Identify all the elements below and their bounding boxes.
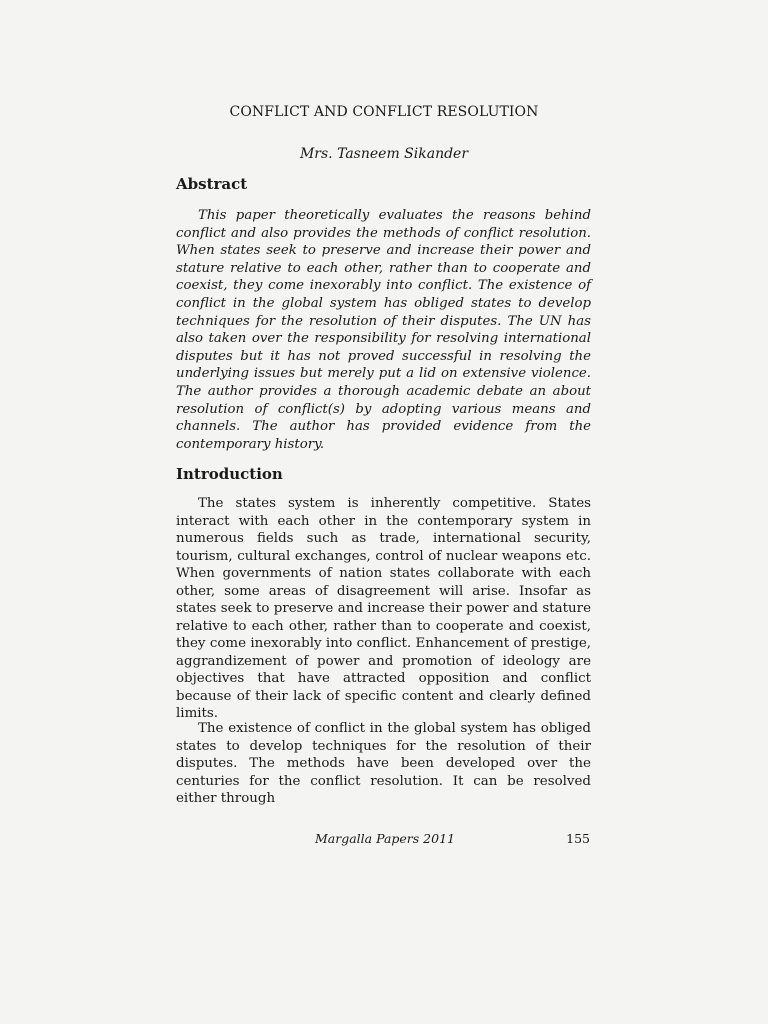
paper-title: CONFLICT AND CONFLICT RESOLUTION (229, 104, 539, 120)
introduction-heading: Introduction (176, 465, 283, 483)
footer-journal-name: Margalla Papers 2011 (315, 831, 455, 846)
page-number: 155 (566, 831, 590, 846)
abstract-paragraph: This paper theoretically evaluates the reasons behind conflict and also provides the methods of conflict resolution. When states seek to preserve and increase their power and stature relative to each other, rather than to cooperate and coexist, they come inexorably into conflict. The existence of conflict in the global system has obliged states to develop techniques for the resolution of their disputes. The UN has also taken over the responsibility for resolving international disputes but it has not proved successful in resolving the underlying issues but merely put a lid on extensive violence. The author provides a thorough academic debate an about resolution of conflict(s) by adopting various means and channels. The author has provided evidence from the contemporary history. (176, 208, 591, 452)
abstract-heading: Abstract (176, 175, 248, 193)
author-name: Mrs. Tasneem Sikander (299, 146, 469, 162)
introduction-paragraph-2: The existence of conflict in the global system has obliged states to develop techniques for the resolution of their disputes. The methods have been developed over the centuries for the conflict resolution. It can be resolved either through (176, 721, 591, 806)
introduction-paragraph-1: The states system is inherently competitive. States interact with each other in the contemporary system in numerous fields such as trade, international security, tourism, cultural exchanges, control of nuclear weapons etc. When governments of nation states collaborate with each other, some areas of disagreement will arise. Insofar as states seek to preserve and increase their power and stature relative to each other, rather than to cooperate and coexist, they come inexorably into conflict. Enhancement of prestige, aggrandizement of power and promotion of ideology are objectives that have attracted opposition and conflict because of their lack of specific content and clearly defined limits. (176, 496, 591, 721)
